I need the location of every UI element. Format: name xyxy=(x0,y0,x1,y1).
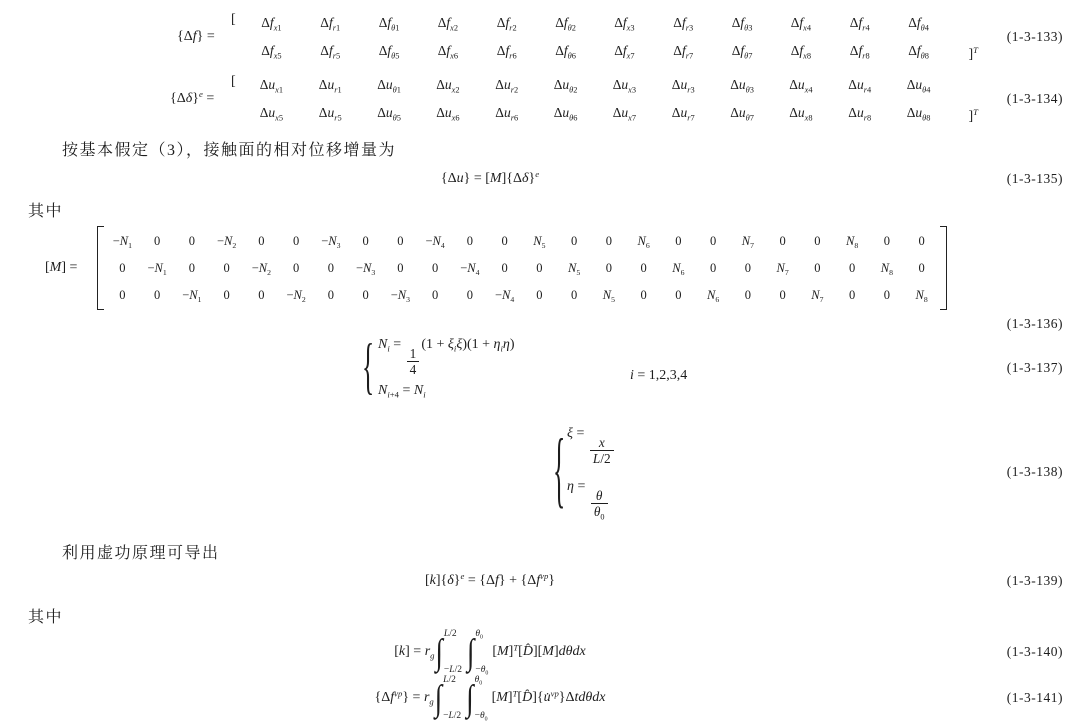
matrix-cell: $-N_3$ xyxy=(355,260,376,277)
matrix-cell: $N_7$ xyxy=(811,287,824,304)
vector-entry: $\Delta u_{x6}$ xyxy=(436,105,460,123)
matrix-cell: 0 xyxy=(605,260,612,275)
matrix-cell: 0 xyxy=(849,287,856,302)
matrix-cell: 0 xyxy=(154,233,161,248)
cases-lines xyxy=(378,337,515,399)
vector-entry: $\Delta f_{\theta 2}$ xyxy=(555,15,576,33)
equation-lhs: {Δf} = xyxy=(177,29,215,44)
vector-entry: $\Delta f_{x8}$ xyxy=(790,43,812,61)
vector-entry: $\Delta f_{x7}$ xyxy=(614,43,635,61)
equation-line-2: $N_{i+4} = N_i$ xyxy=(378,382,426,399)
matrix-cell: 0 xyxy=(188,260,195,275)
vector-entry: $\Delta f_{r8}$ xyxy=(849,43,870,61)
vector-entry: $\Delta f_{r4}$ xyxy=(849,15,870,33)
vector-entry: $\Delta u_{r7}$ xyxy=(671,105,695,123)
vector-entry: $\Delta u_{\theta 5}$ xyxy=(377,105,401,123)
vector-entry: $\Delta f_{x4}$ xyxy=(790,15,812,33)
cases-brace: { xyxy=(553,424,566,517)
matrix-cell: $N_8$ xyxy=(880,260,893,277)
equation-body: $\{\Delta f^{vp}\} = r_g$ ∫ L/2 −L/2 ∫ $\theta_0$ $-\theta_0$ $[M]^T[D̂]\{u̇^{vp}\}\Delta td\theta dx$ xyxy=(374,675,606,723)
matrix-cell: 0 xyxy=(397,260,404,275)
vector-entry: $\Delta f_{x2}$ xyxy=(437,15,459,33)
vector-entry: $\Delta f_{\theta 6}$ xyxy=(555,43,576,61)
equation-line-1: $N_i$ = $\frac{1}{4}$ $(1 + \xi_i\xi)(1 + \eta_i\eta)$ xyxy=(378,337,515,378)
matrix-cell: 0 xyxy=(710,260,717,275)
matrix-cell: $-N_4$ xyxy=(494,287,515,304)
matrix-cell: 0 xyxy=(918,233,925,248)
matrix-cell: $N_5$ xyxy=(568,260,581,277)
matrix-cell: $N_6$ xyxy=(672,260,685,277)
matrix-cell: $-N_3$ xyxy=(321,233,341,250)
vector-entry: $\Delta f_{\theta 1}$ xyxy=(378,15,400,33)
matrix-row-2 xyxy=(105,255,939,281)
equation-1-3-138 xyxy=(0,424,1066,520)
vector-entry: $\Delta u_{x2}$ xyxy=(436,77,460,95)
vector-entry: $\Delta u_{r8}$ xyxy=(848,105,872,123)
vector-entry: $\Delta u_{\theta 1}$ xyxy=(377,77,401,95)
equation-1-3-135 xyxy=(0,166,1066,192)
equation-body: $\{\Delta u\} = [M]\{\Delta\delta\}^e$ xyxy=(440,169,540,186)
equation-number-141: (1-3-141) xyxy=(1006,690,1063,705)
matrix-cell: 0 xyxy=(293,233,300,248)
matrix-cell: 0 xyxy=(466,287,473,302)
matrix-cell: 0 xyxy=(710,233,717,248)
equation-1-3-137 xyxy=(0,332,1066,402)
vector-entry: $\Delta u_{x4}$ xyxy=(789,77,813,95)
matrix-cell: 0 xyxy=(119,260,126,275)
matrix-cell: 0 xyxy=(327,260,334,275)
close-bracket-transpose: ]$^T$ xyxy=(968,107,978,124)
vector-entry: $\Delta f_{\theta 7}$ xyxy=(731,43,753,61)
vector-entry: $\Delta u_{r4}$ xyxy=(848,77,872,95)
matrix-cell: 0 xyxy=(362,287,369,302)
matrix-cell: 0 xyxy=(362,233,369,248)
vector-entry: $\Delta u_{\theta 8}$ xyxy=(906,105,931,123)
vector-entry: $\Delta f_{x1}$ xyxy=(261,15,282,33)
matrix-cell: $-N_2$ xyxy=(286,287,306,304)
matrix-cell: $-N_1$ xyxy=(147,260,167,277)
vector-entry: $\Delta f_{r5}$ xyxy=(320,43,341,61)
vector-entry: $\Delta f_{\theta 8}$ xyxy=(908,43,929,61)
row-vector xyxy=(231,9,978,65)
equation-1-3-140 xyxy=(0,629,1066,677)
equation-number-134: (1-3-134) xyxy=(1006,91,1063,106)
equation-line-1: ξ = $\frac{x}{L/2}$ xyxy=(567,426,616,467)
vector-entry: $\Delta f_{r1}$ xyxy=(320,15,341,33)
vector-entry: $\Delta u_{\theta 4}$ xyxy=(906,77,931,95)
matrix-cell: 0 xyxy=(640,287,647,302)
cases-brace: { xyxy=(362,332,375,402)
matrix-cell: $N_5$ xyxy=(602,287,615,304)
matrix-cell: 0 xyxy=(154,287,161,302)
vector-entry: $\Delta u_{\theta 6}$ xyxy=(553,105,578,123)
vector-row-1 xyxy=(242,71,948,99)
equation-line-2: η = $\frac{\theta}{\theta_0}$ xyxy=(567,479,616,520)
matrix-cell: 0 xyxy=(119,287,126,302)
matrix-cell: 0 xyxy=(466,233,473,248)
vector-entry: $\Delta f_{\theta 5}$ xyxy=(378,43,400,61)
vector-entry: $\Delta u_{r5}$ xyxy=(318,105,342,123)
matrix-cell: 0 xyxy=(605,233,612,248)
vector-entry: $\Delta u_{\theta 3}$ xyxy=(730,77,754,95)
vector-entry: $\Delta f_{\theta 3}$ xyxy=(731,15,753,33)
index-range-note: i = 1,2,3,4 xyxy=(630,368,688,383)
matrix-cell: 0 xyxy=(849,260,856,275)
matrix-cell: 0 xyxy=(293,260,300,275)
matrix-left-bracket xyxy=(97,226,104,310)
matrix-cell: 0 xyxy=(640,260,647,275)
vector-entry: $\Delta u_{x3}$ xyxy=(612,77,637,95)
row-vector xyxy=(231,71,978,127)
open-bracket: [ xyxy=(231,74,236,89)
matrix-cell: 0 xyxy=(501,233,508,248)
matrix-cell: 0 xyxy=(744,287,751,302)
matrix-cell: $N_8$ xyxy=(846,233,859,250)
equation-1-3-139 xyxy=(0,568,1066,594)
matrix-cell: 0 xyxy=(675,287,682,302)
matrix-cell: 0 xyxy=(397,233,404,248)
matrix-cell: $-N_2$ xyxy=(251,260,272,277)
equation-1-3-134 xyxy=(0,70,1066,128)
vector-entry: $\Delta f_{x3}$ xyxy=(614,15,635,33)
matrix-cell: 0 xyxy=(883,233,890,248)
matrix-cell: 0 xyxy=(223,287,230,302)
matrix-cell: 0 xyxy=(432,287,439,302)
matrix-cell: 0 xyxy=(536,260,543,275)
equation-number-136: (1-3-136) xyxy=(1006,316,1063,331)
equation-body: $[k] = r_g$ ∫ L/2 −L/2 ∫ $\theta_0$ $-\theta_0$ $[M]^T[D̂][M]d\theta dx$ xyxy=(394,629,586,677)
equation-body: $[k]\{\delta\}^e = \{\Delta f\} + \{\Delta f^{vp}\}$ xyxy=(424,571,556,588)
vector-row-2 xyxy=(242,99,948,127)
matrix-body xyxy=(105,226,939,310)
vector-row-2 xyxy=(242,37,948,65)
vector-entry: $\Delta f_{x6}$ xyxy=(437,43,459,61)
matrix-cell: $-N_1$ xyxy=(112,233,133,250)
equation-lhs: $\{\Delta\delta\}^e$ = xyxy=(170,89,215,106)
matrix-cell: 0 xyxy=(779,233,786,248)
equation-number-row-136 xyxy=(0,314,1066,334)
matrix-cell: $-N_4$ xyxy=(460,260,480,277)
label-wherein-1: 其中 xyxy=(28,203,64,220)
matrix-cell: $-N_1$ xyxy=(182,287,202,304)
vector-entry: $\Delta f_{\theta 4}$ xyxy=(908,15,929,33)
cases-lines xyxy=(567,426,616,522)
open-bracket: [ xyxy=(231,12,236,27)
matrix-row-3 xyxy=(105,282,939,308)
matrix-cell: $N_6$ xyxy=(637,233,650,250)
vector-entry: $\Delta u_{r2}$ xyxy=(495,77,519,95)
paragraph-virtual-work: 利用虚功原理可导出 xyxy=(62,545,220,562)
matrix-M xyxy=(97,226,947,310)
matrix-cell: 0 xyxy=(432,260,439,275)
matrix-cell: 0 xyxy=(744,260,751,275)
equation-number-139: (1-3-139) xyxy=(1006,573,1063,588)
equation-number-138: (1-3-138) xyxy=(1006,464,1063,479)
equation-1-3-133 xyxy=(0,8,1066,66)
equation-number-135: (1-3-135) xyxy=(1006,171,1063,186)
vector-entry: $\Delta u_{x5}$ xyxy=(259,105,284,123)
matrix-cell: $-N_3$ xyxy=(390,287,411,304)
matrix-cell: 0 xyxy=(675,233,682,248)
matrix-cell: 0 xyxy=(536,287,543,302)
vector-entry: $\Delta u_{r6}$ xyxy=(495,105,519,123)
vector-entry: $\Delta u_{x1}$ xyxy=(259,77,284,95)
vector-entry: $\Delta u_{\theta 2}$ xyxy=(553,77,578,95)
vector-entry: $\Delta f_{r3}$ xyxy=(673,15,694,33)
vector-entry: $\Delta f_{r2}$ xyxy=(496,15,517,33)
matrix-cell: $N_5$ xyxy=(533,233,546,250)
matrix-cell: $-N_2$ xyxy=(216,233,237,250)
equation-lhs: [M] = xyxy=(45,260,78,275)
vector-entry: $\Delta u_{x7}$ xyxy=(612,105,637,123)
matrix-cell: $N_7$ xyxy=(741,233,754,250)
matrix-cell: 0 xyxy=(188,233,195,248)
vector-entry: $\Delta u_{r1}$ xyxy=(318,77,342,95)
matrix-cell: 0 xyxy=(571,287,578,302)
matrix-cell: 0 xyxy=(814,260,821,275)
vector-entry: $\Delta f_{r7}$ xyxy=(673,43,694,61)
matrix-cell: 0 xyxy=(258,287,265,302)
matrix-cell: 0 xyxy=(918,260,925,275)
vector-entry: $\Delta u_{r3}$ xyxy=(671,77,695,95)
matrix-cell: 0 xyxy=(258,233,265,248)
matrix-cell: 0 xyxy=(327,287,334,302)
equation-number-133: (1-3-133) xyxy=(1006,29,1063,44)
vector-entry: $\Delta u_{x8}$ xyxy=(789,105,813,123)
matrix-cell: 0 xyxy=(571,233,578,248)
vector-entry: $\Delta u_{\theta 7}$ xyxy=(730,105,754,123)
paragraph-relative-displacement: 按基本假定（3），接触面的相对位移增量为 xyxy=(62,142,397,159)
matrix-right-bracket xyxy=(940,226,947,310)
label-wherein-2: 其中 xyxy=(28,609,64,626)
equation-1-3-141 xyxy=(0,675,1066,723)
matrix-cell: 0 xyxy=(223,260,230,275)
equation-number-137: (1-3-137) xyxy=(1006,360,1063,375)
vector-entry: $\Delta f_{x5}$ xyxy=(261,43,282,61)
matrix-cell: 0 xyxy=(814,233,821,248)
equation-number-140: (1-3-140) xyxy=(1006,644,1063,659)
matrix-cell: 0 xyxy=(883,287,890,302)
matrix-row-1 xyxy=(105,228,939,254)
matrix-cell: $-N_4$ xyxy=(425,233,445,250)
matrix-cell: $N_6$ xyxy=(707,287,720,304)
matrix-cell: $N_7$ xyxy=(776,260,789,277)
equation-1-3-136 xyxy=(0,226,1066,310)
matrix-cell: 0 xyxy=(501,260,508,275)
close-bracket-transpose: ]$^T$ xyxy=(968,45,978,62)
vector-entry: $\Delta f_{r6}$ xyxy=(496,43,517,61)
matrix-cell: 0 xyxy=(779,287,786,302)
vector-row-1 xyxy=(242,9,948,37)
matrix-cell: $N_8$ xyxy=(915,287,928,304)
